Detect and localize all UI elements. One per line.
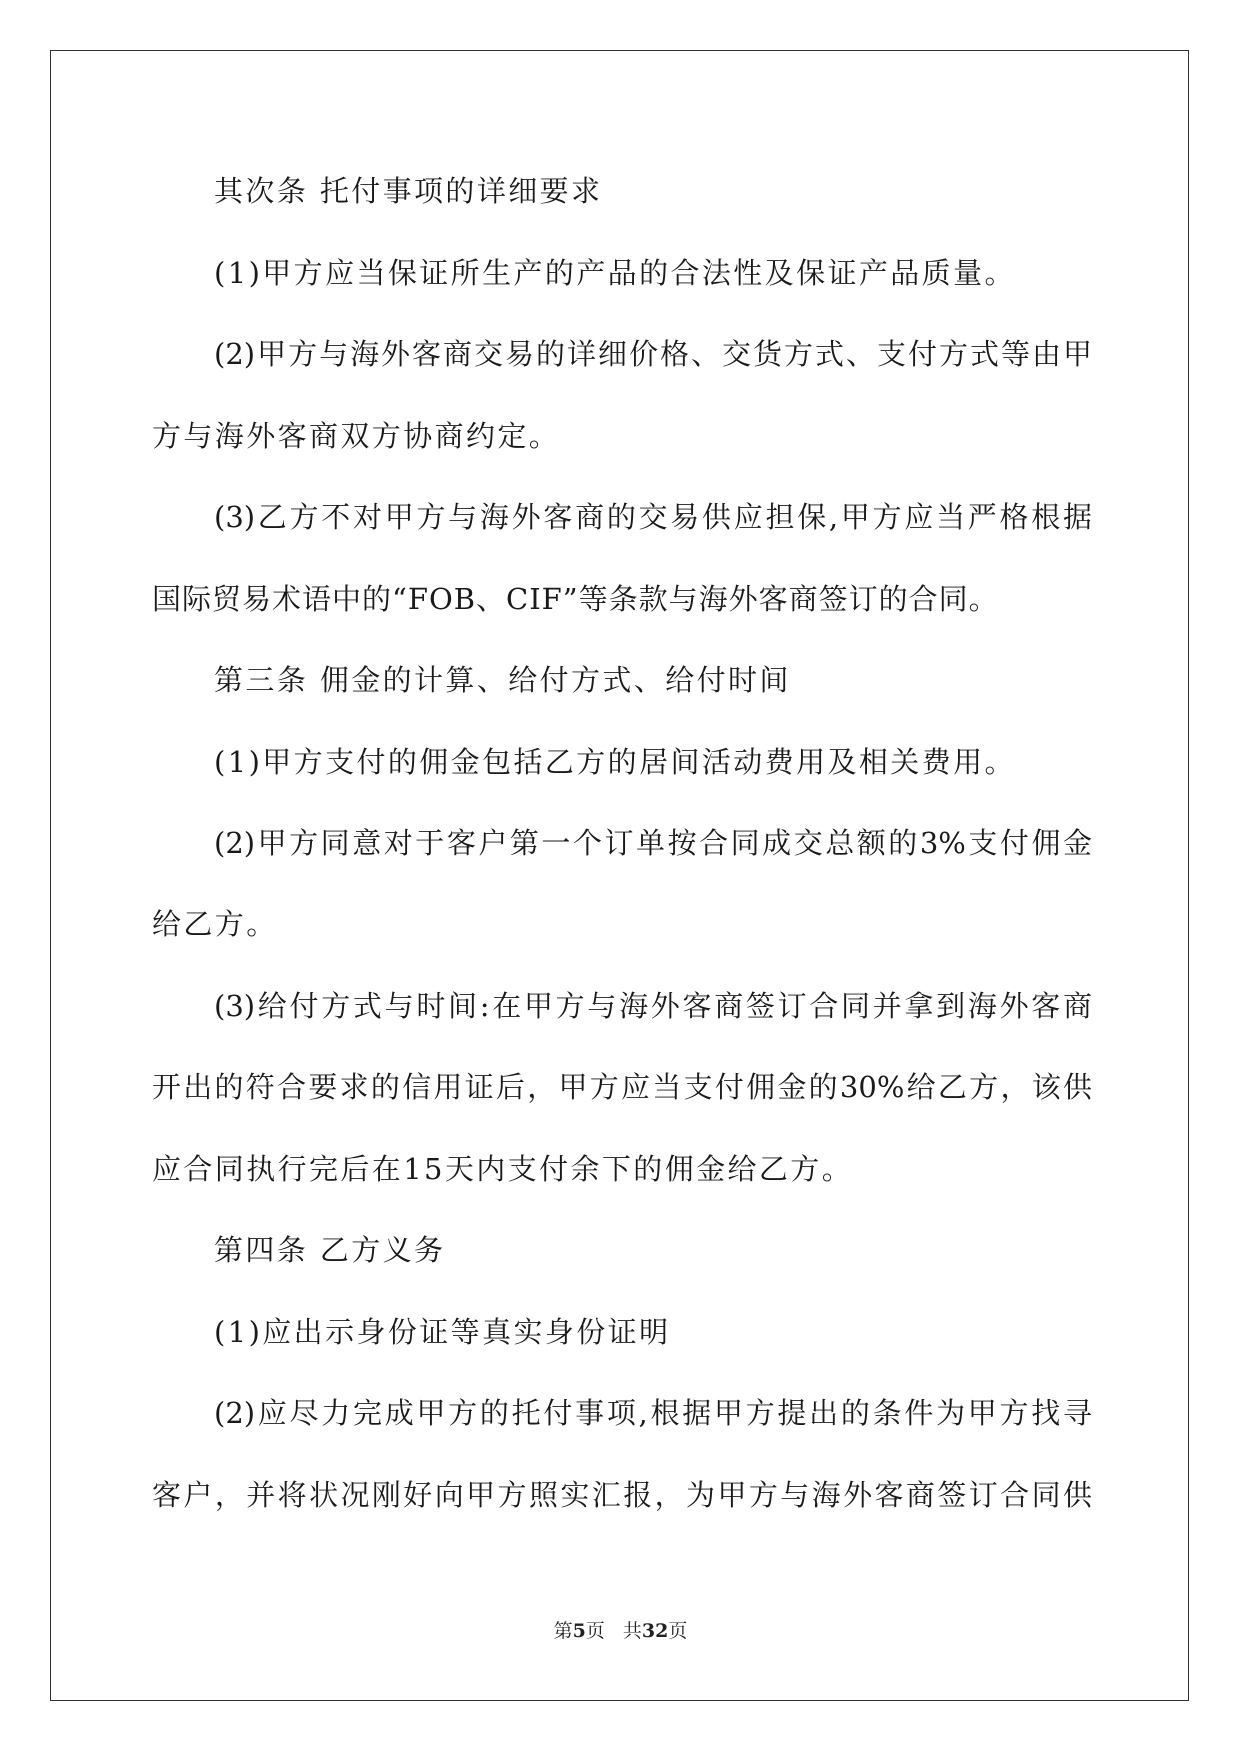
section-heading-article-4: 第四条 乙方义务 [214, 1233, 446, 1267]
footer-total-prefix: 共 [622, 1620, 642, 1642]
paragraph-line: 客户，并将状况刚好向甲方照实汇报，为甲方与海外客商签订合同供 [152, 1478, 1092, 1512]
paragraph-line: (1)甲方支付的佣金包括乙方的居间活动费用及相关费用。 [214, 745, 1016, 779]
paragraph-line: (2)甲方与海外客商交易的详细价格、交货方式、支付方式等由甲 [214, 337, 1092, 371]
section-heading-article-2: 其次条 托付事项的详细要求 [214, 174, 603, 208]
paragraph-line: 方与海外客商双方协商约定。 [152, 419, 561, 453]
footer-total-suffix: 页 [668, 1620, 688, 1642]
paragraph-line: 应合同执行完后在15天内支付余下的佣金给乙方。 [152, 1152, 854, 1186]
paragraph-line: 给乙方。 [152, 907, 278, 941]
paragraph-line: (1)甲方应当保证所生产的产品的合法性及保证产品质量。 [214, 256, 1016, 290]
paragraph-line: (3)乙方不对甲方与海外客商的交易供应担保,甲方应当严格根据 [214, 500, 1092, 534]
paragraph-line: (3)给付方式与时间:在甲方与海外客商签订合同并拿到海外客商 [214, 989, 1092, 1023]
paragraph-line: (2)应尽力完成甲方的托付事项,根据甲方提出的条件为甲方找寻 [214, 1396, 1092, 1430]
paragraph-line: 国际贸易术语中的“FOB、CIF”等条款与海外客商签订的合同。 [152, 582, 999, 616]
section-heading-article-3: 第三条 佣金的计算、给付方式、给付时间 [214, 663, 791, 697]
paragraph-line: 开出的符合要求的信用证后，甲方应当支付佣金的30%给乙方，该供 [152, 1070, 1092, 1104]
footer-total-pages: 32 [641, 1620, 669, 1642]
page-frame [50, 50, 1189, 1701]
footer-page-suffix: 页 [585, 1620, 605, 1642]
paragraph-line: (1)应出示身份证等真实身份证明 [214, 1315, 671, 1349]
footer-page-number: 5 [572, 1620, 586, 1642]
page-footer [0, 1618, 1241, 1644]
paragraph-line: (2)甲方同意对于客户第一个订单按合同成交总额的3%支付佣金 [214, 826, 1092, 860]
footer-page-prefix: 第 [553, 1620, 573, 1642]
